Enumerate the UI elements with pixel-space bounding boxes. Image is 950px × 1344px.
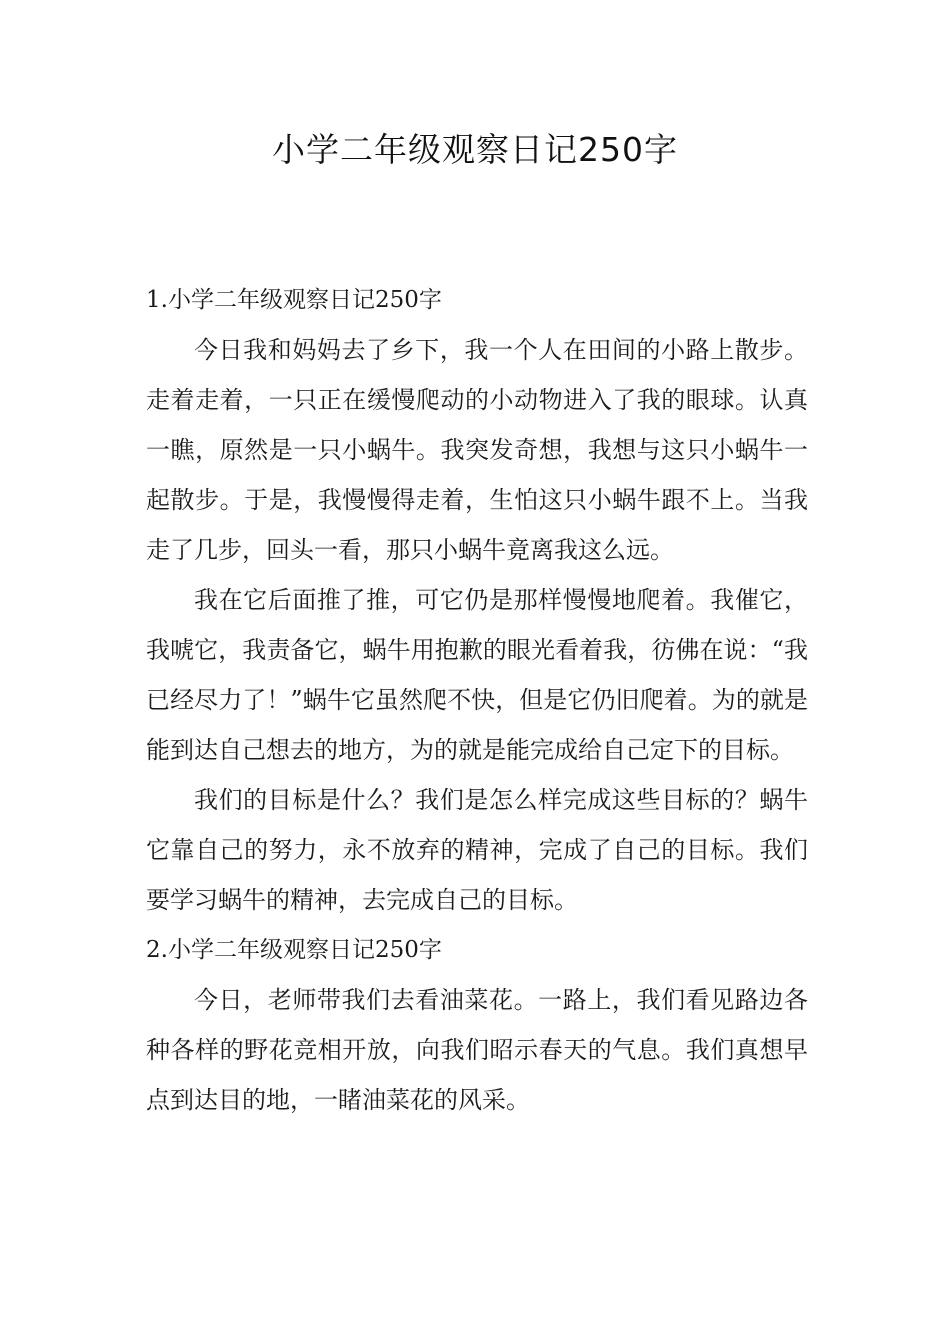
paragraph: 我们的目标是什么？我们是怎么样完成这些目标的？蜗牛它靠自己的努力，永不放弃的精神，完成了自己的目标。我们要学习蜗牛的精神，去完成自己的目标。 <box>146 786 808 914</box>
document-title: 小学二年级观察日记250字 <box>272 130 678 169</box>
paragraph: 今日我和妈妈去了乡下，我一个人在田间的小路上散步。走着走着，一只正在缓慢爬动的小动物进入了我的眼球。认真一瞧，原然是一只小蜗牛。我突发奇想，我想与这只小蜗牛一起散步。于是，我慢慢得走着，生怕这只小蜗牛跟不上。当我走了几步，回头一看，那只小蜗牛竟离我这么远。 <box>146 336 808 564</box>
section-2 <box>146 925 808 1125</box>
section-heading: 1.小学二年级观察日记250字 <box>146 287 442 313</box>
document-body <box>146 275 808 1125</box>
paragraph: 我在它后面推了推，可它仍是那样慢慢地爬着。我催它，我唬它，我责备它，蜗牛用抱歉的眼光看着我，彷佛在说：“我已经尽力了！”蜗牛它虽然爬不快，但是它仍旧爬着。为的就是能到达自己想去的地方，为的就是能完成给自己定下的目标。 <box>146 586 808 764</box>
section-1 <box>146 275 808 925</box>
paragraph: 今日，老师带我们去看油菜花。一路上，我们看见路边各种各样的野花竞相开放，向我们昭示春天的气息。我们真想早点到达目的地，一睹油菜花的风采。 <box>146 986 808 1114</box>
section-heading: 2.小学二年级观察日记250字 <box>146 937 442 963</box>
